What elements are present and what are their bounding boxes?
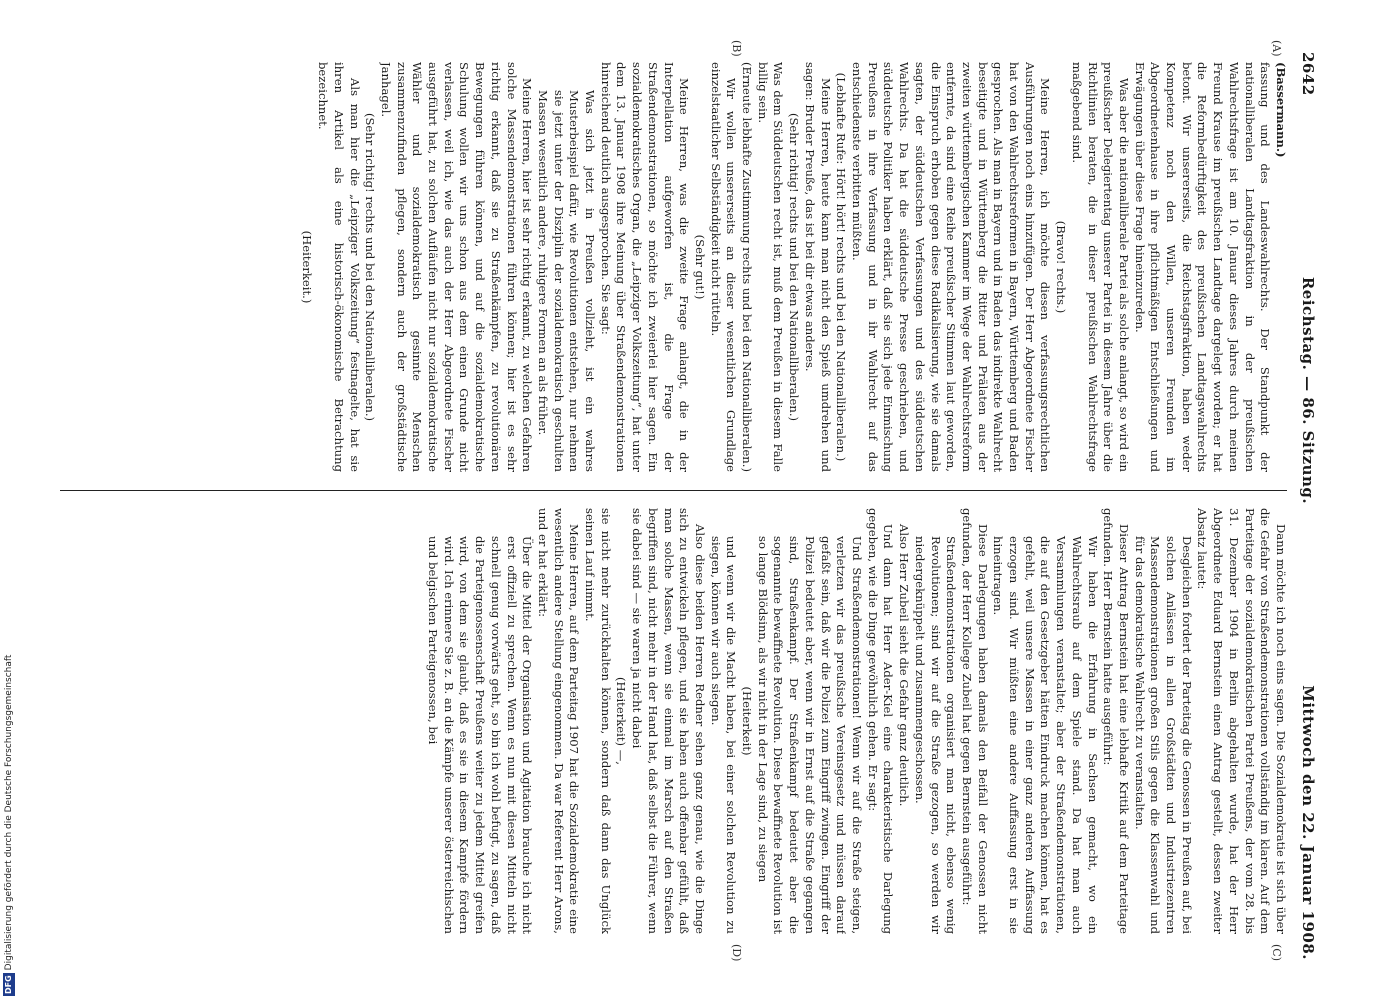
left-column-paragraph: (Bravo! rechts.) bbox=[1054, 220, 1069, 314]
left-column-paragraph: (Sehr gut!) bbox=[692, 234, 707, 300]
right-column-paragraph: Über die Mittel der Organisation und Agitation brauche ich nicht erst offiziell zu sprechen. Wenn es nun mit diesen Mitteln nicht schnell genug vorwärts geht, so bin ich wohl befugt, zu sagen, daß die Parteigenossenschaft Preußens weiter zu jedem Mittel greifen wird, von dem sie glaubt, daß es sie in diesem Kampfe fördern wird. Ich erinnere Sie z. B. an die Kämpfe unserer österreichischen und belgischen Parteigenossen, bei bbox=[426, 536, 535, 934]
right-column-paragraph: (Heiterkeit) bbox=[740, 686, 755, 756]
left-column-paragraph: Meine Herren, heute kann man nicht den Spieß umdrehen und sagen: Bruder Preuße, das ist bei dir etwas anderes. bbox=[802, 62, 833, 472]
left-column-paragraph: Was dem Süddeutschen recht ist, muß dem Preußen in diesem Falle billig sein. bbox=[755, 62, 786, 472]
left-column-paragraph: Als man hier die „Leipziger Volkszeitung“ festnagelte, hat sie ihren Artikel als eine historisch-ökonomische Betrachtung bezeichnet. bbox=[316, 62, 362, 472]
right-column-paragraph: Und dann hat Herr Ader-Kiel eine charakteristische Darlegung gegeben, wie die Dinge gewöhnlich gehen. Er sagt: bbox=[865, 508, 896, 934]
left-column-paragraph: (Heiterkeit.) bbox=[300, 230, 315, 304]
page-header bbox=[1291, 52, 1317, 960]
left-column-paragraph: Meine Herren, hier ist sehr richtig erkannt, zu welchen Gefahren solche Massendemonstrationen führen können; hier ist es sehr richtig erkannt, daß sie zu Straßenkämpfen, zu revolutionären Bewegungen führen können, und auf die sozialdemokratische Schulung wollen wir uns schon aus dem einen Grunde nicht verlassen, weil ich, wie das auch der Herr Abgeordnete Fischer ausgeführt hat, zu solchen Aufläufen nicht nur sozialdemokratische Wähler und sozialdemokratisch gesinnte Menschen zusammenzufinden pflegen, sondern auch der großstädtische Janhagel. bbox=[378, 62, 535, 472]
footer-strip bbox=[2, 606, 16, 996]
left-column-paragraph: Wir wollen unsererseits an dieser wesentlichen Grundlage einzelstaatlicher Selbständigkeit nicht rütteln. bbox=[708, 62, 739, 472]
left-column-paragraph: (Bassermann.) bbox=[1274, 62, 1288, 158]
left-column-paragraph: (Sehr richtig! rechts und bei den Nationalliberalen.) bbox=[787, 112, 802, 422]
left-column-paragraph: Meine Herren, was die zweite Frage anlangt, die in der Interpellation aufgeworfen ist, die Frage der Straßendemonstrationen, so möchte ich zweierlei hier sagen. Ein sozialdemokratisches Organ, die „Leipziger Volkszeitung“, hat unter dem 13. Januar 1908 ihre Meinung über Straßendemonstrationen hinreichend deutlich ausgesprochen. Sie sagt: bbox=[598, 62, 692, 472]
right-column-paragraph: Also Herr Zubeil sieht die Gefahr ganz deutlich. bbox=[897, 524, 912, 807]
margin-marker-a: (A) bbox=[1270, 40, 1283, 57]
page-number: 2642 bbox=[1299, 52, 1317, 96]
left-column-paragraph: (Erneute lebhafte Zustimmung rechts und bei den Nationalliberalen.) bbox=[740, 62, 755, 472]
page-date: Mittwoch den 22. Januar 1908. bbox=[1299, 685, 1317, 960]
left-column-paragraph: Was sich jetzt in Preußen vollzieht, ist ein wahres Musterbeispiel dafür, wie Revolutionen entstehen, nur nehmen sie jetzt unter der Disziplin der sozialdemokratisch geschulten Massen wesentlich andere, ruhigere Formen an als früher. bbox=[535, 90, 598, 472]
right-column-paragraph: und wenn wir die Macht haben, bei einer solchen Revolution zu siegen, können wir auch siegen. bbox=[708, 536, 739, 934]
column-divider bbox=[60, 490, 1287, 491]
right-column-paragraph: Also diese beiden Herren Redner sehen ganz genau, wie die Dinge sich zu entwickeln pflegen, und sie haben auch offenbar gefühlt, daß man solche Massen, wenn sie einmal im Marsch auf den Straßen begriffen sind, nicht mehr in der Hand hat, daß selbst die Führer, wenn sie dabei sind — sie waren ja nicht dabei bbox=[630, 508, 707, 934]
footer-rotated bbox=[2, 606, 16, 996]
margin-marker-d: (D) bbox=[730, 944, 743, 962]
right-column-paragraph: sie nicht mehr zurückhalten können, sondern daß dann das Unglück seinen Lauf nimmt. bbox=[583, 508, 613, 934]
left-column-paragraph: Was aber die nationalliberale Partei als solche anlangt, so wird ein preußischer Delegiertentag unserer Partei in diesem Jahre über die Richtlinien beraten, die in dieser preußischen Wahlrechtsfrage maßgebend sind. bbox=[1069, 62, 1131, 472]
left-column-paragraph: (Sehr richtig! rechts und bei den Nationalliberalen.) bbox=[363, 112, 378, 422]
right-column-paragraph: Dieser Antrag Bernstein hat eine lebhafte Kritik auf dem Parteitage gefunden. Herr Bernstein hatte ausgeführt: bbox=[1101, 508, 1131, 934]
left-column bbox=[60, 62, 1288, 472]
margin-marker-b: (B) bbox=[730, 40, 743, 57]
right-column-paragraph: Desgleichen fordert der Parteitag die Genossen in Preußen auf, bei solchen Anlässen in allen Großstädten und Industriezentren Massendemonstrationen großen Stils gegen die Klassenwahl und für das demokratische Wahlrecht zu veranstalten. bbox=[1132, 536, 1194, 934]
right-column-paragraph: Straßendemonstrationen organisiert man nicht, ebenso wenig Revolutionen; sind wir auf die Straße gezogen, so werden wir niedergeknüppelt und zusammengeschossen. bbox=[912, 536, 959, 934]
right-column-paragraph: Und Straßendemonstrationen! Wenn wir auf die Straße steigen, verletzen wir das preußische Vereinsgesetz und müssen darauf gefaßt sein, daß wir die Polizei zum Eingriff zwingen. Eingriff der Polizei bedeutet aber, wenn wir in Ernst auf die Straße gegangen sind, Straßenkampf. Der Straßenkampf bedeutet aber die sogenannte bewaffnete Revolution. Diese bewaffnete Revolution ist so lange Blödsinn, als wir nicht in der Lage sind, zu siegen bbox=[755, 536, 865, 934]
left-column-paragraph: (Lebhafte Rufe: Hört! hört! rechts und bei den Nationalliberalen.) bbox=[834, 72, 849, 462]
right-column-paragraph: Wir haben die Erfahrung in Sachsen gemacht, wo ein Wahlrechtsraub auf dem Spiele stand. Da hat man auch Versammlungen veranstaltet; aber der Straßendemonstrationen, die auf den Gesetzgeber hätten Eindruck machen können, hat es gefehlt, weil unsere Massen in einer ganz anderen Auffassung erzogen sind. Wir müßten eine andere Auffassung erst in sie hineintragen. bbox=[991, 536, 1100, 934]
left-column-paragraph: fassung und des Landeswahlrechts. Der Standpunkt der nationalliberalen Landtagsfraktion in der preußischen Wahlrechtsfrage ist am 10. Januar dieses Jahres durch meinen Freund Krause im preußischen Landtage dargelegt worden; er hat die Reformbedürftigkeit des preußischen Landtagswahlrechts betont. Wir unsererseits, die Reichstagsfraktion, haben weder Kompetenz noch den Willen, unseren Freunden im Abgeordnetenhause in ihre pflichtmäßigen Entschließungen und Erwägungen über diese Frage hineinzureden. bbox=[1132, 62, 1273, 472]
right-column-paragraph: (Heiterkeit) —, bbox=[614, 676, 629, 765]
right-column-paragraph: Dann möchte ich noch eins sagen. Die Sozialdemokratie ist sich über die Gefahr von Straßendemonstrationen vollständig im klaren. Auf dem Parteitage der sozialdemokratischen Partei Preußens, der vom 28. bis 31. Dezember 1904 in Berlin abgehalten wurde, hat der Herr Abgeordnete Eduard Bernstein einen Antrag gestellt, dessen zweiter Absatz lautet: bbox=[1195, 508, 1288, 934]
right-column-paragraph: Meine Herren, auf dem Parteitag 1907 hat die Sozialdemokratie eine wesentlich andere Stellung eingenommen. Da war Referent Herr Arons, und er hat erklärt: bbox=[535, 508, 582, 934]
left-column-paragraph: Meine Herren, ich möchte diesen verfassungsrechtlichen Ausführungen noch eins hinzufügen. Der Herr Abgeordnete Fischer hat von den Wahlrechtsreformen in Bayern, Württemberg und Baden gesprochen. Als man in Bayern und in Baden das indirekte Wahlrecht beseitigte und in Württemberg die Ritter und Prälaten aus der zweiten württembergischen Kammer im Wege der Wahlrechtsreform entfernte, da sind eine Reihe preußischer Stimmen laut geworden, die Einspruch erhoben gegen diese Radikalisierung, wie sie damals sagten, der süddeutschen Verfassungen und des süddeutschen Wahlrechts. Da hat die süddeutsche Presse geschrieben, und süddeutsche Politiker haben erklärt, daß sie sich jede Einmischung Preußens in ihre Verfassung und in ihr Wahlrecht auf das entschiedenste verbitten müßten. bbox=[850, 62, 1053, 472]
dfg-logo: DFG bbox=[4, 975, 13, 994]
right-column bbox=[60, 508, 1288, 934]
margin-marker-c: (C) bbox=[1270, 944, 1283, 961]
footer-text: Digitalisierung gefördert durch die Deutsche Forschungsgemeinschaft bbox=[4, 654, 14, 971]
page-title: Reichstag. — 86. Sitzung. bbox=[1299, 276, 1317, 505]
right-column-paragraph: Diese Darlegungen haben damals den Beifall der Genossen nicht gefunden, der Herr Kollege Zubeil hat gegen Bernstein ausgeführt: bbox=[959, 508, 990, 934]
